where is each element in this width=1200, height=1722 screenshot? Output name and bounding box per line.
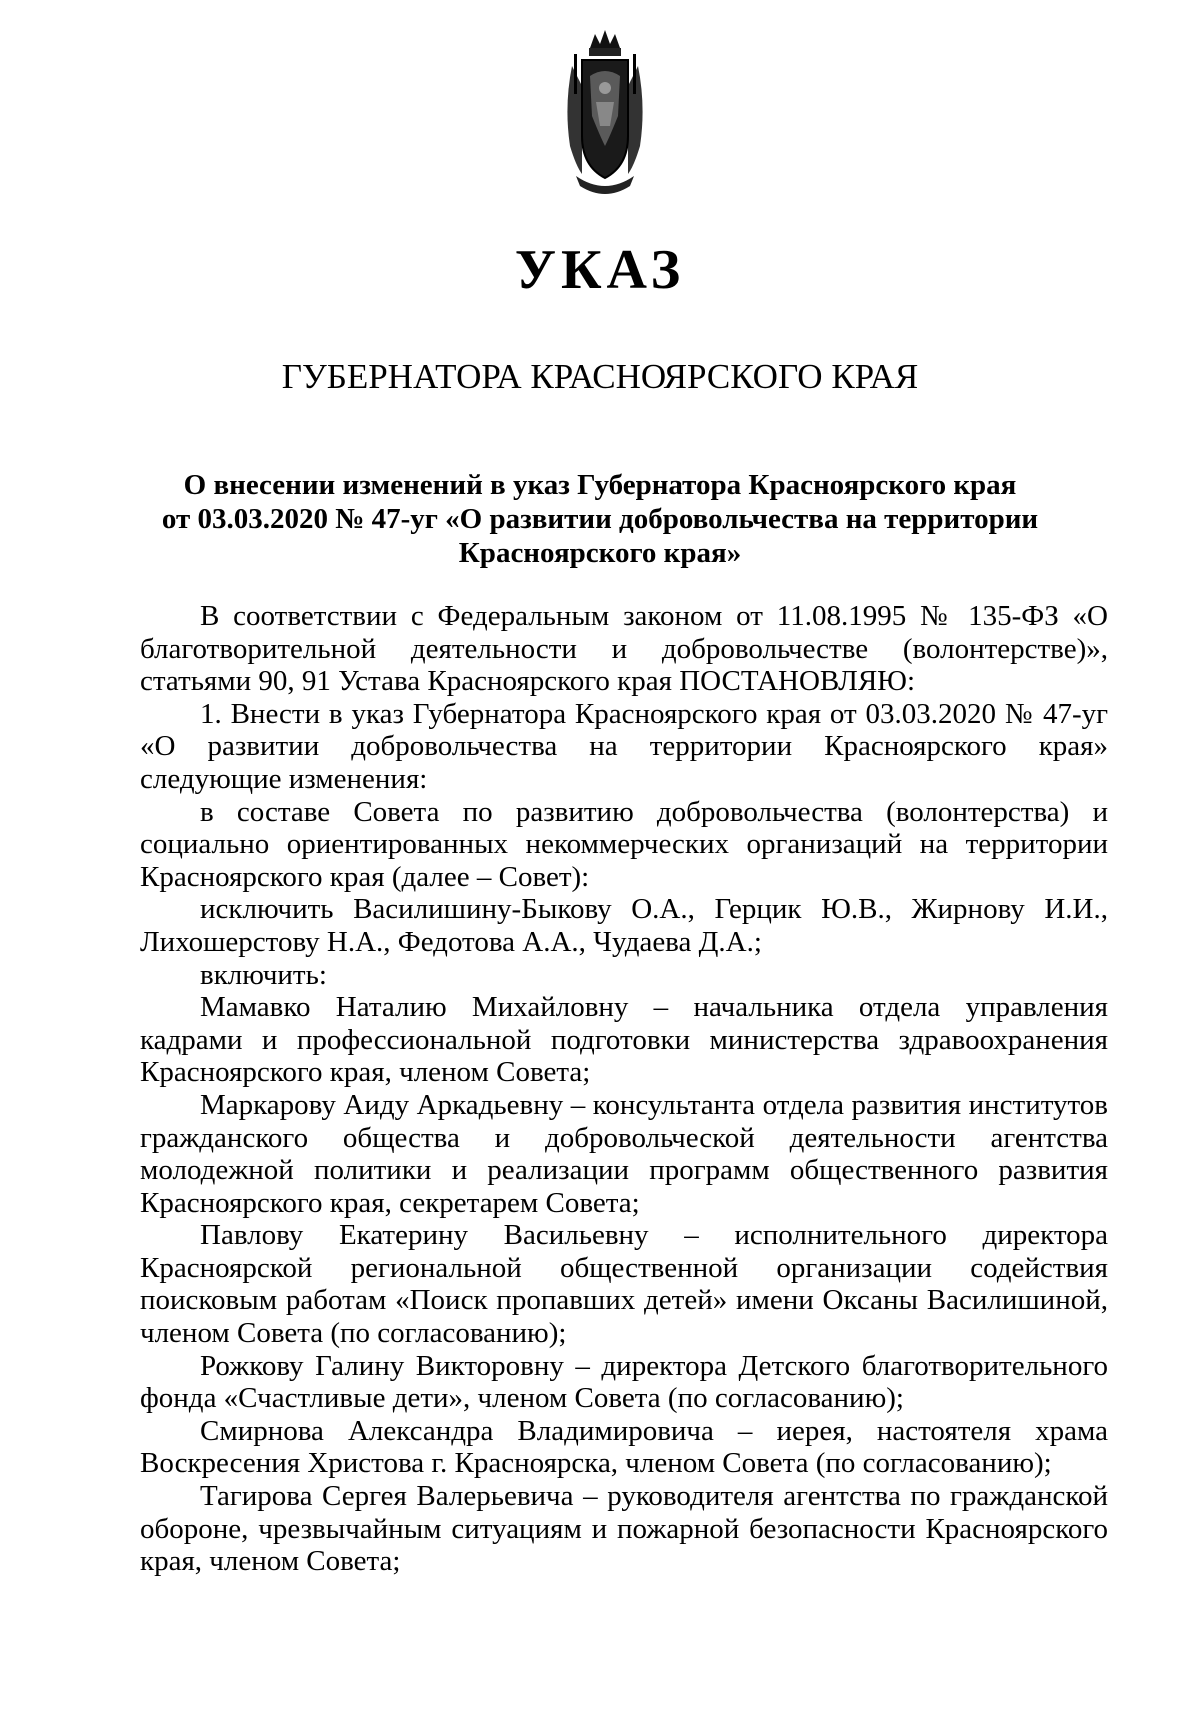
heading-line: от 03.03.2020 № 47-уг «О развитии добровольчества на территории — [161, 503, 1039, 535]
paragraph-council: в составе Совета по развитию добровольчества (волонтерства) и социально ориентированных некоммерческих организаций на территории Красноярского края (далее – Совет): — [140, 795, 1108, 893]
member-pavlova: Павлову Екатерину Васильевну – исполнительного директора Красноярской региональной общественной организации содействия поисковым работам «Поиск пропавших детей» имени Оксаны Василишиной, членом Совета (по согласованию); — [140, 1219, 1108, 1350]
document-title: УКАЗ — [514, 239, 686, 301]
member-rozhkova: Рожкову Галину Викторовну – директора Детского благотворительного фонда «Счастливые дети», членом Совета (по согласованию); — [140, 1349, 1108, 1415]
member-mamavko: Мамавко Наталию Михайловну – начальника отдела управления кадрами и профессиональной подготовки министерства здравоохранения Красноярского края, членом Совета; — [140, 991, 1108, 1089]
member-tagirov: Тагирова Сергея Валерьевича – руководителя агентства по гражданской обороне, чрезвычайным ситуациям и пожарной безопасности Красноярского края, членом Совета; — [140, 1480, 1108, 1578]
member-markarova: Маркарову Аиду Аркадьевну – консультанта отдела развития институтов гражданского общества и добровольческой деятельности агентства молодежной политики и реализации программ общественного развития Красноярского края, секретарем Совета; — [140, 1088, 1108, 1219]
member-smirnov: Смирнова Александра Владимировича – иерея, настоятеля храма Воскресения Христова г. Красноярска, членом Совета (по согласованию); — [140, 1414, 1108, 1480]
document-heading — [140, 468, 1060, 570]
paragraph-preamble: В соответствии с Федеральным законом от 11.08.1995 № 135-ФЗ «О благотворительной деятельности и добровольчестве (волонтерстве)», статьями 90, 91 Устава Красноярского края ПОСТАНОВЛЯЮ: — [140, 600, 1108, 698]
heading-line: О внесении изменений в указ Губернатора Красноярского края — [183, 469, 1017, 501]
paragraph-item-1: 1. Внести в указ Губернатора Красноярского края от 03.03.2020 № 47-уг «О развитии добровольчества на территории Красноярского края» следующие изменения: — [140, 697, 1108, 795]
coat-of-arms-icon — [560, 26, 650, 206]
document-body — [140, 600, 1108, 1578]
heading-line: Красноярского края» — [458, 537, 742, 569]
document-issuer: ГУБЕРНАТОРА КРАСНОЯРСКОГО КРАЯ — [281, 357, 919, 396]
paragraph-include: включить: — [200, 958, 327, 991]
paragraph-exclude: исключить Василишину-Быкову О.А., Герцик Ю.В., Жирнову И.И., Лихошерстову Н.А., Федотова А.А., Чудаева Д.А.; — [140, 893, 1108, 958]
